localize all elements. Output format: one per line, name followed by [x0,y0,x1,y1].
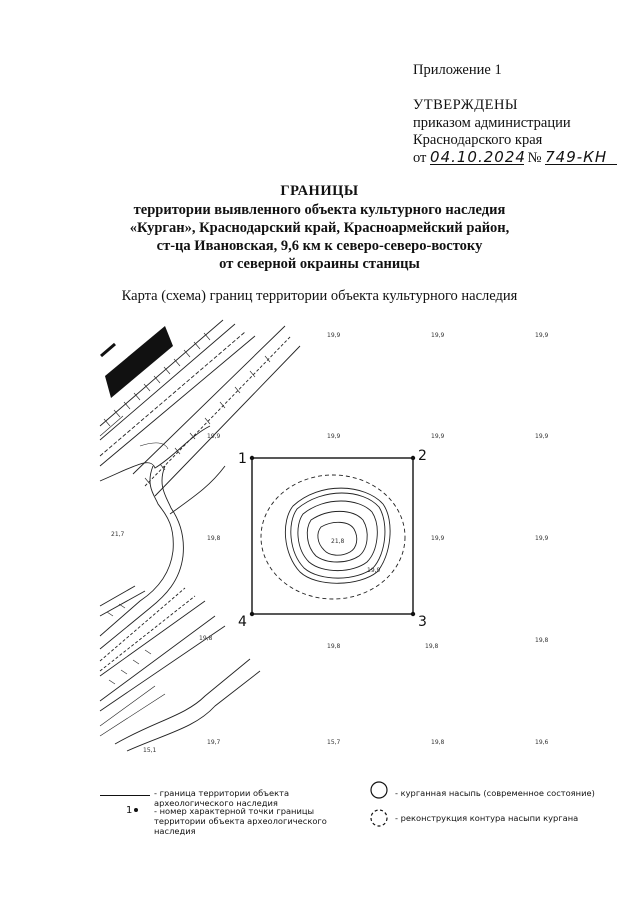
handwritten-date: 04.10.2024 [430,148,526,166]
order-line-1: приказом администрации [413,115,571,131]
legend-mound-text: - курганная насыпь (современное состояние) [395,788,595,798]
elevation-mark: 19,7 [207,739,221,746]
appendix-label: Приложение 1 [413,62,502,78]
elevation-mark: 21,7 [111,531,125,538]
elevation-mark: 15,7 [327,739,341,746]
elevation-mark: 19,8 [199,635,213,642]
date-prefix: от [413,150,427,166]
elevation-mark: 19,9 [327,332,341,339]
elevation-mark: 21,8 [331,538,345,545]
elevation-mark: 19,9 [431,535,445,542]
territory-boundary [252,458,413,614]
elevation-mark: 19,9 [327,433,341,440]
handwritten-number: 749-КН [545,150,617,165]
legend-point-text: - номер характерной точки границы территории объекта археологического наследия [154,806,327,836]
boundary-point-1 [250,456,254,460]
order-date-line [413,150,617,167]
title-line-3: ст-ца Ивановская, 9,6 км к северо-северо-востоку [156,238,483,254]
elevation-mark: 19,9 [207,433,221,440]
elevation-mark: 19,8 [425,643,439,650]
elevation-mark: 19,8 [431,739,445,746]
mound-contours [261,475,405,599]
corner-label-1: 1 [238,451,247,467]
order-line-2: Краснодарского края [413,132,543,148]
corner-label-3: 3 [418,614,427,630]
elevation-mark: 19,9 [367,567,381,574]
elevation-mark: 19,9 [535,332,549,339]
legend-reconstruction-text: - реконструкция контура насыпи кургана [395,813,579,823]
title-line-1: территории выявленного объекта культурного наследия [133,202,506,218]
elevation-mark: 19,6 [535,739,549,746]
boundary-point-3 [411,612,415,616]
elevation-mark: 19,9 [431,433,445,440]
building-block [105,326,173,398]
elevation-mark: 19,8 [535,637,549,644]
document-heading: ГРАНИЦЫ [280,183,359,199]
mound-circle-icon [369,780,389,800]
elevation-mark: 19,9 [535,535,549,542]
legend-point-number: 1 [126,805,133,816]
boundary-point-2 [411,456,415,460]
elevation-mark: 19,9 [431,332,445,339]
corner-label-2: 2 [418,448,427,464]
legend-point-marker [126,806,138,816]
corner-label-4: 4 [238,614,247,630]
legend-boundary-text: - граница территории объекта археологического наследия [154,788,290,808]
legend-point-dot [134,808,138,812]
title-line-2: «Курган», Краснодарский край, Красноармейский район, [129,220,510,236]
legend-boundary-line [100,795,150,796]
approved-label: УТВЕРЖДЕНЫ [413,97,519,113]
boundary-point-4 [250,612,254,616]
elevation-mark: 19,8 [327,643,341,650]
elevation-mark: 15,1 [143,747,157,754]
number-prefix: № [527,150,542,166]
elevation-mark: 19,8 [207,535,221,542]
reconstruction-circle-icon [369,808,389,828]
map-caption: Карта (схема) границ территории объекта культурного наследия [121,288,518,304]
boundary-map [95,316,575,766]
elevation-mark: 19,9 [535,433,549,440]
title-line-4: от северной окраины станицы [219,256,420,272]
